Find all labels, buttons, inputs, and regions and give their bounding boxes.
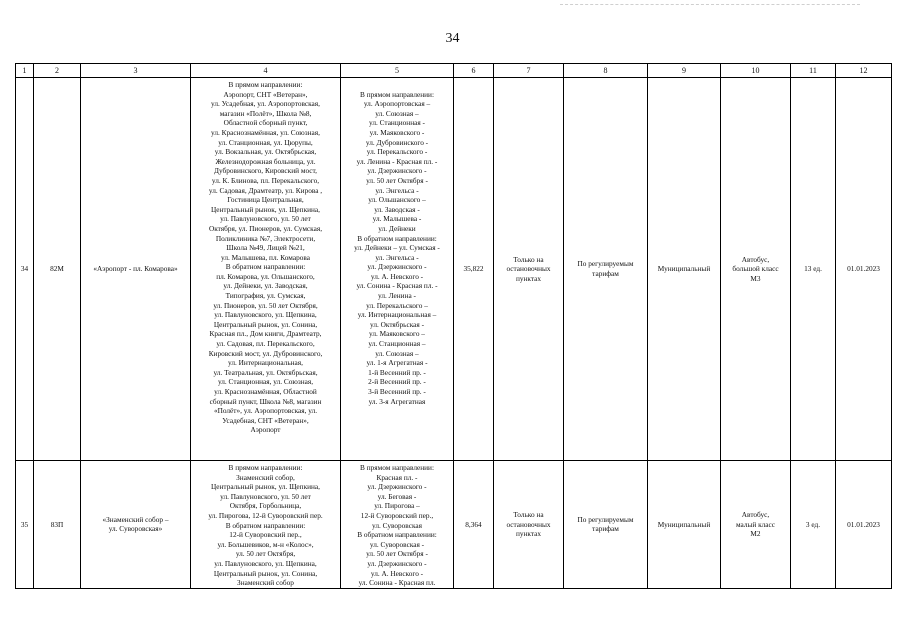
route-name-cell: «Аэропорт - пл. Комарова» (81, 78, 191, 461)
vehicle-class-cell: Автобус, малый класс М2 (721, 461, 791, 589)
route-number-cell: 83П (34, 461, 81, 589)
route-streets-cell: В прямом направлении: Аэропорт, СНТ «Ветеран», ул. Усадебная, ул. Аэропортовская, магазин «Полёт», Школа №8, Областной сборный пункт, ул. Краснознамённая, ул. Союзная, ул. Станционная, ул. Цюрупы, ул. Вокзальная, ул. Октябрьская, Железнодорожная больница, ул. Дубровинского, Кировский мост, ул. К. Блинова, пл. Перекальского, ул. Садовая, Драмтеатр, ул. Кирова , Гостиница Центральная, Центральный рынок, ул. Щепкина, ул. Павлуновского, ул. 50 лет Октября, ул. Пионеров, ул. Сумская, Поликлиника №7, Электросети, Школа №49, Лицей №21, ул. Малышева, пл. Комарова В обратном направлении: пл. Комарова, ул. Ольшанского, ул. Дейнеки, ул. Заводская, Типография, ул. Сумская, ул. Пионеров, ул. 50 лет Октября, ул. Павлуновского, ул. Щепкина, Центральный рынок, ул. Сонина, Красная пл., Дом книги, Драмтеатр, ул. Садовая, пл. Перекальского, Кировский мост, ул. Дубровинского, ул. Интернациональная, ул. Театральная, ул. Октябрьская, ул. Станционная, ул. Союзная, ул. Краснознамённая, Областной сборный пункт, Школа №8, магазин «Полёт», ул. Аэропортовская, ул. Усадебная, СНТ «Ветеран», Аэропорт (191, 78, 341, 461)
transport-type-cell: Муниципальный (648, 461, 721, 589)
start-date-cell: 01.01.2023 (836, 78, 892, 461)
header-cell: 7 (494, 64, 564, 78)
header-cell: 2 (34, 64, 81, 78)
header-cell: 6 (454, 64, 494, 78)
header-row (16, 64, 892, 78)
stops-cell: Только на остановочных пунктах (494, 461, 564, 589)
page-number: 34 (445, 31, 460, 46)
tariff-cell: По регулируемым тарифам (564, 78, 648, 461)
vehicle-class-cell: Автобус, большой класс М3 (721, 78, 791, 461)
header-cell: 10 (721, 64, 791, 78)
header-cell: 9 (648, 64, 721, 78)
row-number-cell: 35 (16, 461, 34, 589)
start-date-cell: 01.01.2023 (836, 461, 892, 589)
header-cell: 3 (81, 64, 191, 78)
header-cell: 5 (341, 64, 454, 78)
header-cell: 4 (191, 64, 341, 78)
vehicle-count-cell: 3 ед. (791, 461, 836, 589)
transport-type-cell: Муниципальный (648, 78, 721, 461)
table-row (16, 78, 892, 461)
route-roads-cell: В прямом направлении: Красная пл. - ул. Дзержинского - ул. Беговая - ул. Пирогова – 12-й Суворовский пер., ул. Суворовская В обратном направлении: ул. Суворовская - ул. 50 лет Октября - ул. Дзержинского - ул. А. Невского - ул. Сонина - Красная пл. (341, 461, 454, 589)
route-roads-cell: В прямом направлении: ул. Аэропортовская – ул. Союзная – ул. Станционная - ул. Маяковского - ул. Дубровинского - ул. Перекальского - ул. Ленина - Красная пл. - ул. Дзержинского - ул. 50 лет Октября - ул. Энгельса - ул. Ольшанского – ул. Заводская - ул. Малышева - ул. Дейнеки В обратном направлении: ул. Дейнеки – ул. Сумская - ул. Энгельса - ул. Дзержинского - ул. А. Невского - ул. Сонина - Красная пл. - ул. Ленина - ул. Перекальского – ул. Интернациональная – ул. Октябрьская - ул. Маяковского – ул. Станционная – ул. Союзная – ул. 1-я Агрегатная - 1-й Весенний пр. - 2-й Весенний пр. - 3-й Весенний пр. - ул. 3-я Агрегатная (341, 78, 454, 461)
stops-cell: Только на остановочных пунктах (494, 78, 564, 461)
header-cell: 8 (564, 64, 648, 78)
route-streets-cell: В прямом направлении: Знаменский собор, Центральный рынок, ул. Щепкина, ул. Павлуновского, ул. 50 лет Октября, Горбольница, ул. Пирогова, 12-й Суворовский пер. В обратном направлении: 12-й Суворовский пер., ул. Большевиков, м-н «Колос», ул. 50 лет Октября, ул. Павлуновского, ул. Щепкина, Центральный рынок, ул. Сонина, Знаменский собор (191, 461, 341, 589)
row-number-cell: 34 (16, 78, 34, 461)
route-length-cell: 35,822 (454, 78, 494, 461)
table-row (16, 461, 892, 589)
route-number-cell: 82М (34, 78, 81, 461)
tariff-cell: По регулируемым тарифам (564, 461, 648, 589)
vehicle-count-cell: 13 ед. (791, 78, 836, 461)
header-cell: 1 (16, 64, 34, 78)
header-cell: 11 (791, 64, 836, 78)
top-edge-line (560, 4, 860, 5)
route-name-cell: «Знаменский собор – ул. Суворовская» (81, 461, 191, 589)
header-cell: 12 (836, 64, 892, 78)
route-length-cell: 8,364 (454, 461, 494, 589)
routes-table (15, 63, 892, 589)
